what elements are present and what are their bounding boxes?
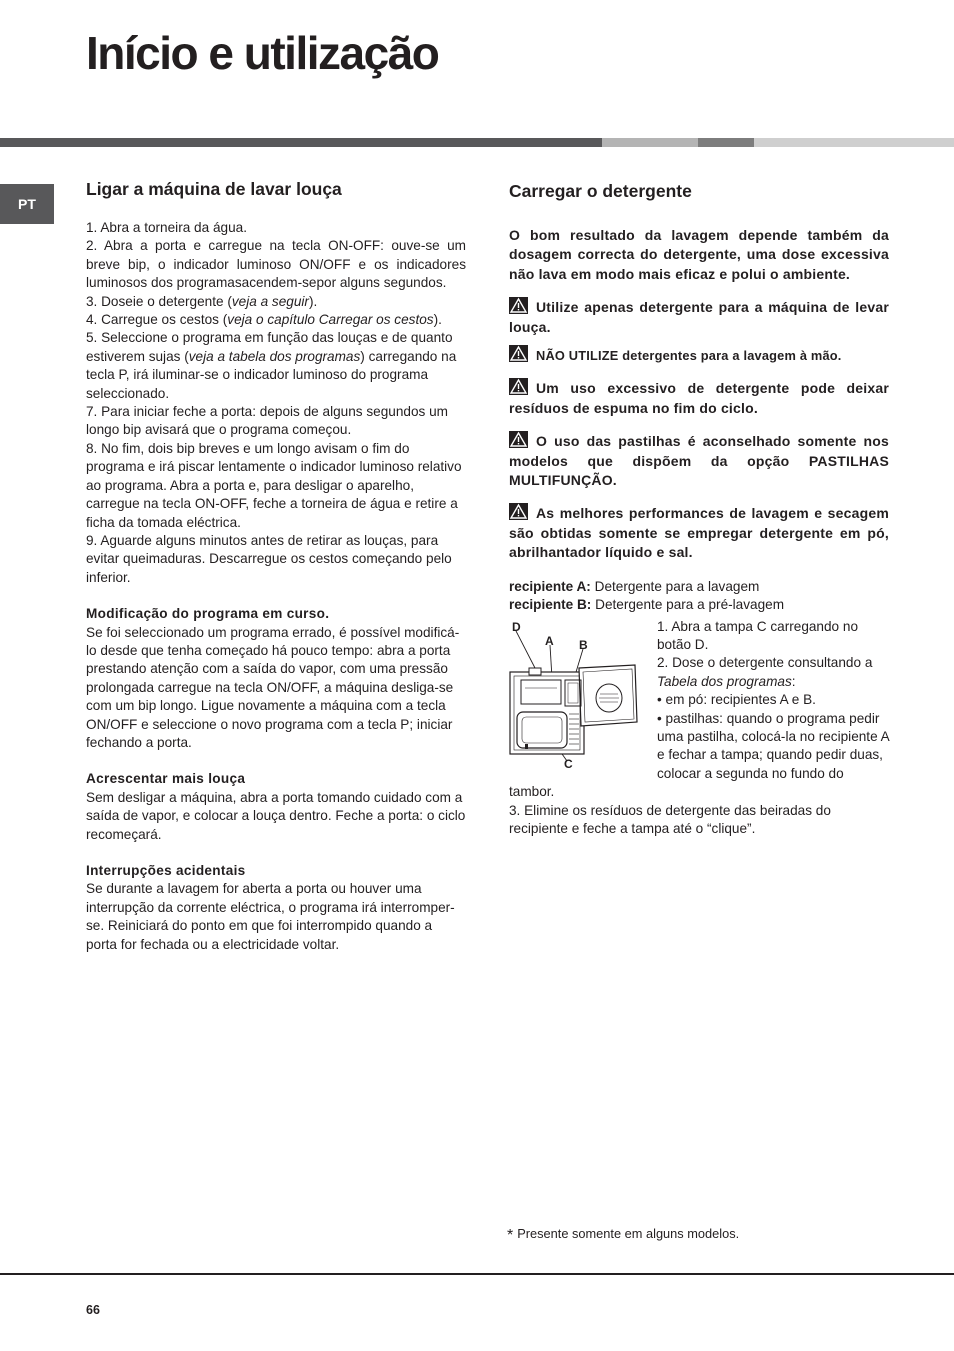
page-number: 66 — [86, 1303, 100, 1317]
language-tab — [0, 184, 54, 224]
figure-label-a: A — [545, 633, 554, 648]
subheading-acrescentar: Acrescentar mais louça — [86, 771, 246, 787]
warning-icon — [509, 431, 528, 448]
instruction-2-post: : — [791, 673, 796, 689]
legend-b-label: recipiente B: — [509, 597, 592, 613]
step-5 — [86, 329, 466, 403]
header-bar-pale — [754, 138, 954, 147]
warning-icon — [509, 297, 528, 314]
step-3-pre: 3. Doseie o detergente ( — [86, 293, 232, 309]
step-3-post: ). — [308, 293, 318, 309]
warning-3-text: Um uso excessivo de detergente pode deixar resíduos de espuma no fim do ciclo. — [509, 380, 889, 416]
subheading-modificacao: Modificação do programa em curso. — [86, 606, 330, 622]
warning-2 — [509, 345, 889, 365]
language-tab-label: PT — [18, 196, 36, 212]
step-9: 9. Aguarde alguns minutos antes de retirar as louças, para evitar queimaduras. Descarregue os cestos começando pelo inferior. — [86, 532, 452, 585]
instruction-2-po: • em pó: recipientes A e B. — [657, 692, 816, 708]
instruction-2-pre: 2. Dose o detergente consultando a — [657, 655, 873, 671]
footer-rule — [0, 1273, 954, 1275]
step-5-ref: veja a tabela dos programas — [188, 348, 361, 364]
instruction-2-pastilhas: • pastilhas: quando o programa pedir uma pastilha, colocá-la no recipiente A e fechar a tampa; quando pedir duas, colocar a segunda no fundo do tambor. — [509, 710, 889, 800]
step-4 — [86, 311, 466, 329]
intro-paragraph: O bom resultado da lavagem depende também da dosagem correcta do detergente, uma dose excessiva não lava em modo mais eficaz e polui o ambiente. — [509, 227, 889, 282]
section-acrescentar — [86, 770, 466, 844]
legend-a — [509, 578, 889, 596]
warning-4 — [509, 431, 889, 490]
right-column — [509, 180, 889, 838]
step-4-post: ). — [433, 312, 442, 328]
dispenser-drawing — [509, 620, 645, 770]
warning-1 — [509, 297, 889, 337]
warning-3 — [509, 378, 889, 418]
warning-icon — [509, 378, 528, 395]
dispenser-section — [509, 618, 889, 839]
header-bar-mid — [698, 138, 754, 147]
step-3-ref: veja a seguir — [231, 293, 309, 309]
left-column — [86, 178, 466, 954]
figure-label-d: D — [512, 619, 521, 634]
legend-a-text: Detergente para a lavagem — [594, 578, 760, 594]
warning-5 — [509, 503, 889, 562]
legend-a-label: recipiente A: — [509, 578, 591, 594]
dispenser-legend — [509, 578, 889, 615]
figure-label-b: B — [579, 637, 588, 652]
page-title: Início e utilização — [86, 27, 439, 79]
section-heading-detergente: Carregar o detergente — [509, 181, 692, 201]
step-4-ref: veja o capítulo Carregar os cestos — [227, 312, 434, 328]
header-bar-light — [602, 138, 698, 147]
section-heading-ligar: Ligar a máquina de lavar louça — [86, 179, 342, 199]
instruction-2-ref: Tabela dos programas — [657, 673, 792, 689]
step-5-pre: 5. Seleccione o programa em função das louças e de quanto estiverem sujas ( — [86, 330, 453, 364]
header-bar-dark — [0, 138, 602, 147]
subheading-interrupcoes: Interrupções acidentais — [86, 863, 246, 878]
instruction-3: 3. Elimine os resíduos de detergente das beiradas do recipiente e feche a tampa até o “clique”. — [509, 802, 831, 836]
warning-2-text: NÃO UTILIZE detergentes para a lavagem à mão. — [536, 348, 842, 364]
dispenser-illustration — [509, 620, 645, 770]
warning-1-text: Utilize apenas detergente para a máquina de levar louça. — [509, 299, 889, 335]
footnote-star: * — [507, 1227, 514, 1244]
footnote — [507, 1226, 739, 1245]
warning-icon — [509, 345, 528, 362]
instruction-1: 1. Abra a tampa C carregando no botão D. — [657, 618, 859, 652]
step-7: 7. Para iniciar feche a porta: depois de alguns segundos um longo bip avisará que o programa começou. — [86, 404, 448, 438]
section-interrupcoes — [86, 862, 466, 954]
step-8: 8. No fim, dois bip breves e um longo avisam o fim do programa e irá piscar lentamente o indicador luminoso relativo ao programa. Abra a porta e, para desligar o aparelho, carregue na tecla ON-OFF, feche a torneira de água e retire a ficha da tomada eléctrica. — [86, 440, 462, 530]
warning-5-text: As melhores performances de lavagem e secagem são obtidas somente se empregar detergente em pó, abrilhantador líquido e sal. — [509, 505, 889, 561]
step-3 — [86, 293, 466, 311]
warning-4-text: O uso das pastilhas é aconselhado somente nos modelos que dispõem da opção PASTILHAS MULTIFUNÇÃO. — [509, 433, 889, 489]
footnote-text: Presente somente em alguns modelos. — [517, 1226, 740, 1241]
text-interrupcoes: Se durante a lavagem for aberta a porta ou houver uma interrupção da corrente eléctrica, o programa irá interromper-se. Reiniciará do ponto em que foi interrompido quando a porta for fechada ou a electricidade voltar. — [86, 881, 455, 952]
step-5-post: ) carregando na tecla P, irá iluminar-se o indicador luminoso do programa seleccionado. — [86, 348, 457, 401]
warning-icon — [509, 503, 528, 520]
section-modificacao — [86, 605, 466, 752]
legend-b-text: Detergente para a pré-lavagem — [595, 597, 785, 613]
step-1: 1. Abra a torneira da água. — [86, 220, 247, 235]
step-2: 2. Abra a porta e carregue na tecla ON-OFF: ouve-se um breve bip, o indicador luminoso ON/OFF e os indicadores luminosos dos programasacendem-sepor alguns segundos. — [86, 238, 466, 291]
text-acrescentar: Sem desligar a máquina, abra a porta tomando cuidado com a saída de vapor, e colocar a louça dentro. Feche a porta: o ciclo recomeçará. — [86, 789, 466, 842]
legend-b — [509, 596, 889, 614]
text-modificacao: Se foi seleccionado um programa errado, é possível modificá-lo desde que tenha começado há pouco tempo: abra a porta prestando atenção com a saída do vapor, com uma pressão prolongada carregue na tecla ON/OFF, a máquina desliga-se com um bip longo. Ligue novamente a máquina com a tecla ON/OFF e seleccione o novo programa com a tecla P; iniciar fechando a porta. — [86, 624, 460, 750]
step-4-pre: 4. Carregue os cestos ( — [86, 312, 228, 328]
figure-label-c: C — [564, 756, 573, 771]
